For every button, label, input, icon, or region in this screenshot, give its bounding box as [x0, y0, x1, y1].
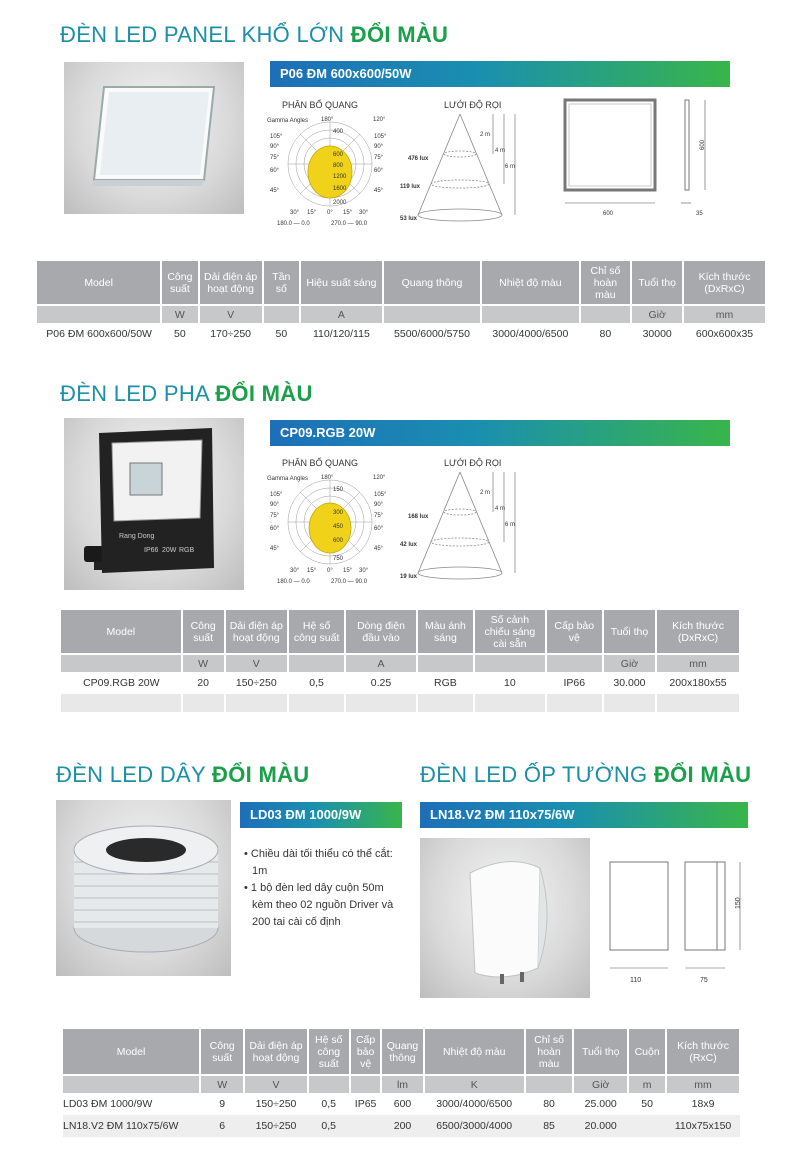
svg-text:120°: 120°	[373, 475, 386, 481]
svg-text:60°: 60°	[270, 526, 280, 532]
svg-text:1200: 1200	[333, 174, 347, 180]
svg-text:6 m: 6 m	[505, 522, 516, 528]
svg-text:90°: 90°	[270, 502, 280, 508]
svg-text:110: 110	[630, 977, 642, 984]
svg-text:Rang Dong: Rang Dong	[119, 533, 155, 540]
svg-text:180°: 180°	[321, 475, 334, 481]
svg-text:600: 600	[700, 139, 706, 150]
strip-product-photo	[56, 800, 231, 976]
table-row-empty	[61, 694, 740, 712]
flood-model-bar: CP09.RGB 20W	[270, 420, 730, 446]
wall-lamp-image	[420, 838, 590, 998]
svg-text:Gamma Angles: Gamma Angles	[267, 118, 309, 124]
flood-polar-curve	[309, 503, 351, 553]
table-row: P06 ĐM 600x600/50W 50 170÷250 50 110/120/115 5500/6000/5750 3000/4000/6500 80 30000 600x600x35	[46, 328, 754, 340]
svg-text:105°: 105°	[270, 492, 283, 498]
svg-text:30°: 30°	[290, 210, 300, 216]
flood-spec-table: Model Công suất Dải điện áp hoạt động Hệ số công suất Dòng điện đầu vào Màu ánh sáng Số cảnh chiếu sáng cài sẵn Cấp bảo vệ Tuổi thọ Kích thước (DxRxC) W V A Giờ mm CP09.RGB 20W 20 150÷250 0,5 0.25 RGB 10 IP66 30.000 200x180x55	[61, 610, 741, 712]
panel-grid-label: LƯỚI ĐỘ RỌI	[444, 100, 502, 110]
svg-text:30°: 30°	[359, 210, 369, 216]
svg-text:20W: 20W	[162, 547, 177, 554]
svg-text:RGB: RGB	[179, 547, 195, 554]
svg-text:75°: 75°	[270, 155, 280, 161]
panel-lamp-image	[64, 62, 244, 214]
list-item: • 1 bộ đèn led dây cuộn 50m kèm theo 02 nguồn Driver và 200 tai cài cố định	[244, 882, 394, 928]
flood-cone-diagram	[400, 470, 535, 585]
panel-polar-diagram	[265, 112, 395, 230]
svg-text:476 lux: 476 lux	[408, 156, 429, 162]
flood-lamp-image	[64, 418, 244, 590]
svg-text:400: 400	[333, 129, 344, 135]
svg-text:300: 300	[333, 510, 344, 516]
svg-text:75: 75	[700, 977, 708, 984]
svg-text:60°: 60°	[374, 168, 384, 174]
svg-text:45°: 45°	[270, 188, 280, 194]
svg-text:42 lux: 42 lux	[400, 542, 418, 548]
svg-text:6 m: 6 m	[505, 164, 516, 170]
svg-text:15°: 15°	[343, 568, 353, 574]
svg-text:800: 800	[333, 163, 344, 169]
svg-text:19 lux: 19 lux	[400, 574, 418, 580]
svg-text:600: 600	[603, 211, 614, 217]
panel-dist-label: PHÂN BỐ QUANG	[282, 100, 359, 110]
svg-text:IP66: IP66	[144, 547, 159, 554]
svg-text:119 lux: 119 lux	[400, 184, 421, 190]
panel-dimension-drawing	[555, 95, 730, 225]
flood-grid-label: LƯỚI ĐỘ RỌI	[444, 458, 502, 468]
svg-text:600: 600	[333, 538, 344, 544]
flood-product-photo	[64, 418, 244, 590]
list-item: • Chiều dài tối thiểu có thể cắt: 1m	[244, 848, 393, 877]
panel-product-photo	[64, 62, 244, 214]
svg-text:2000: 2000	[333, 200, 347, 206]
svg-text:45°: 45°	[374, 188, 384, 194]
panel-cone-diagram	[400, 112, 535, 227]
svg-text:90°: 90°	[270, 144, 280, 150]
wall-model-bar: LN18.V2 ĐM 110x75/6W	[420, 802, 748, 828]
svg-text:2 m: 2 m	[480, 490, 491, 496]
panel-model-bar: P06 ĐM 600x600/50W	[270, 61, 730, 87]
wall-product-photo	[420, 838, 590, 998]
strip-section-title: ĐÈN LED DÂY ĐỔI MÀU	[56, 762, 310, 787]
svg-text:60°: 60°	[270, 168, 280, 174]
svg-text:53 lux: 53 lux	[400, 216, 418, 222]
svg-text:1600: 1600	[333, 186, 347, 192]
svg-text:90°: 90°	[374, 144, 384, 150]
svg-text:15°: 15°	[307, 210, 317, 216]
svg-text:4 m: 4 m	[495, 506, 506, 512]
svg-text:Gamma Angles: Gamma Angles	[267, 476, 309, 482]
svg-text:90°: 90°	[374, 502, 384, 508]
svg-text:150: 150	[333, 487, 344, 493]
svg-text:105°: 105°	[270, 134, 283, 140]
svg-text:60°: 60°	[374, 526, 384, 532]
svg-text:30°: 30°	[359, 568, 369, 574]
flood-dist-label: PHÂN BỐ QUANG	[282, 458, 359, 468]
svg-text:0°: 0°	[327, 210, 333, 216]
wall-section-title: ĐÈN LED ỐP TƯỜNG ĐỔI MÀU	[420, 762, 752, 787]
svg-text:180.0 — 0.0: 180.0 — 0.0	[277, 579, 310, 585]
svg-text:75°: 75°	[374, 513, 384, 519]
svg-text:180.0 — 0.0: 180.0 — 0.0	[277, 221, 310, 227]
svg-text:15°: 15°	[343, 210, 353, 216]
svg-text:600: 600	[333, 152, 344, 158]
svg-text:4 m: 4 m	[495, 148, 506, 154]
svg-text:2 m: 2 m	[480, 132, 491, 138]
svg-text:150: 150	[735, 897, 742, 909]
panel-spec-table: Model Công suất Dải điện áp hoạt động Tần số Hiệu suất sáng Quang thông Nhiệt độ màu Chỉ số hoàn màu Tuổi thọ Kích thước (DxRxC) W V A Giờ mm P06 ĐM 600x600/50W 50 170÷250 50 110/120/115 5500/6000/5750 3000/4000/6500 80 30000 600x600x35	[37, 261, 767, 345]
svg-text:105°: 105°	[374, 492, 387, 498]
svg-text:450: 450	[333, 524, 344, 530]
svg-text:168 lux: 168 lux	[408, 514, 429, 520]
strip-wall-spec-table: Model Công suất Dải điện áp hoạt động Hệ số công suất Cấp bảo vệ Quang thông Nhiệt độ màu Chỉ số hoàn màu Tuổi thọ Cuộn Kích thước (RxC) W V lm K Giờ m mm LD03 ĐM 1000/9W 9 150÷250 0,5 IP65 600 3000/4000/6500 80 25.000 50 18x9 LN18.V2 ĐM 110x75/6W 6 150÷250 0,5 200 6500/3000/4000 85 20.000 110x75x150	[63, 1029, 741, 1137]
table-row: CP09.RGB 20W 20 150÷250 0,5 0.25 RGB 10 IP66 30.000 200x180x55	[83, 677, 727, 689]
svg-text:750: 750	[333, 556, 344, 562]
svg-text:105°: 105°	[374, 134, 387, 140]
flood-polar-diagram	[265, 470, 395, 588]
panel-section-title: ĐÈN LED PANEL KHỔ LỚN ĐỔI MÀU	[60, 22, 449, 47]
wall-dimension-drawing	[600, 850, 750, 990]
table-row: LD03 ĐM 1000/9W 9 150÷250 0,5 IP65 600 3000/4000/6500 80 25.000 50 18x9	[63, 1098, 715, 1110]
strip-model-bar: LD03 ĐM 1000/9W	[240, 802, 402, 828]
svg-text:30°: 30°	[290, 568, 300, 574]
svg-text:180°: 180°	[321, 117, 334, 123]
svg-text:35: 35	[696, 211, 703, 217]
svg-text:45°: 45°	[270, 546, 280, 552]
svg-text:45°: 45°	[374, 546, 384, 552]
svg-text:75°: 75°	[270, 513, 280, 519]
svg-text:270.0 — 90.0: 270.0 — 90.0	[331, 221, 368, 227]
strip-feature-list	[242, 846, 402, 931]
svg-text:120°: 120°	[373, 117, 386, 123]
svg-text:15°: 15°	[307, 568, 317, 574]
svg-text:75°: 75°	[374, 155, 384, 161]
flood-section-title: ĐÈN LED PHA ĐỔI MÀU	[60, 381, 313, 406]
table-row: LN18.V2 ĐM 110x75/6W 6 150÷250 0,5 200 6500/3000/4000 85 20.000 110x75x150	[63, 1115, 740, 1137]
strip-reel-image	[56, 800, 231, 976]
svg-text:270.0 — 90.0: 270.0 — 90.0	[331, 579, 368, 585]
svg-text:0°: 0°	[327, 568, 333, 574]
